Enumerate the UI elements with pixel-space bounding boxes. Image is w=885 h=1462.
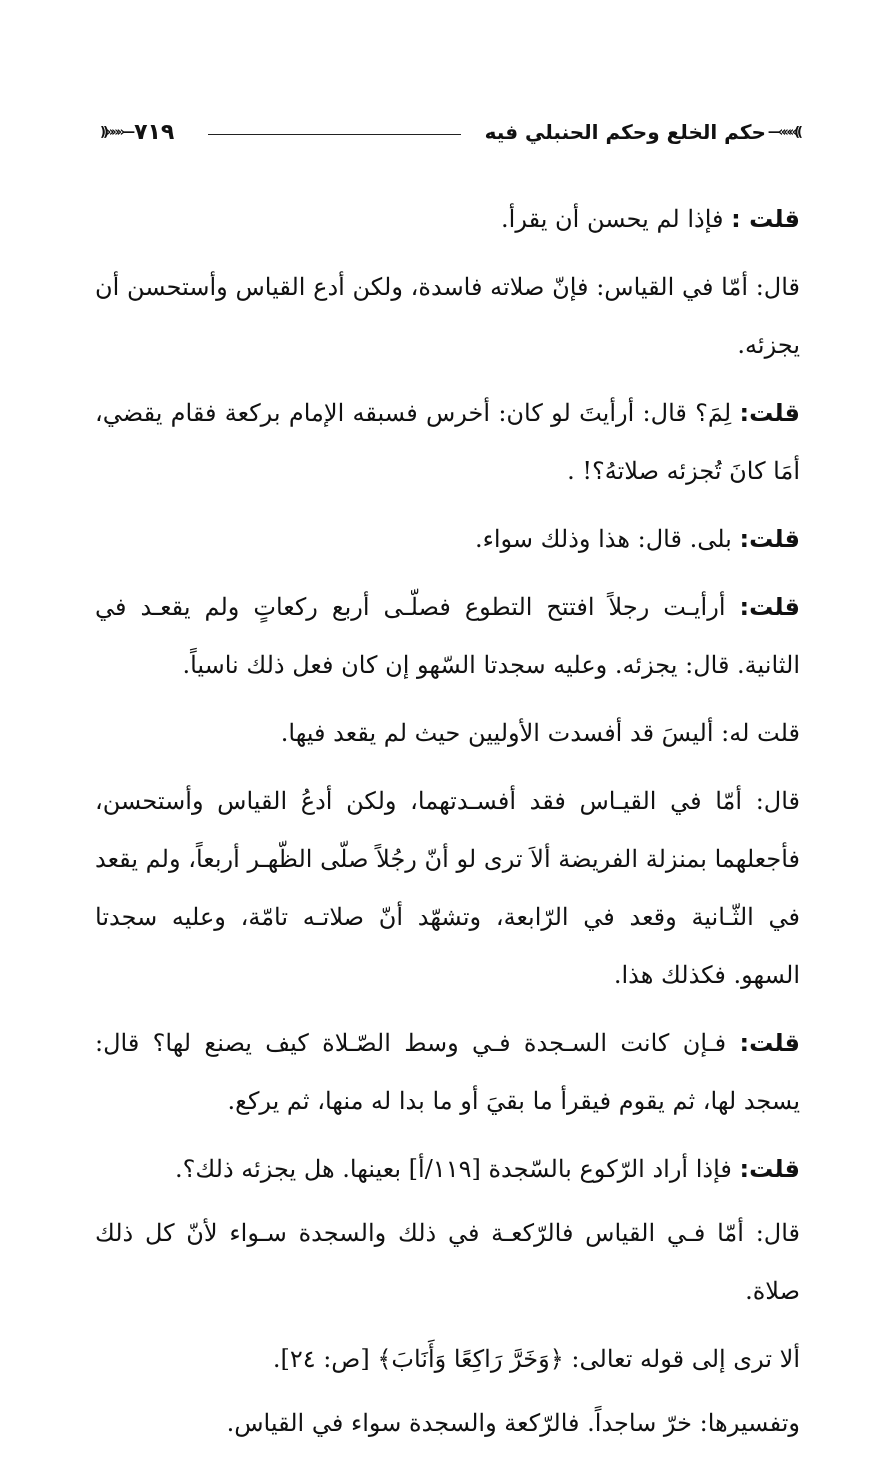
- paragraph-text: فإذا لم يحسن أن يقرأ.: [501, 205, 732, 233]
- paragraph-text: لِمَ؟ قال: أرأيتَ لو كان: أخرس فسبقه الإمام بركعة فقام يقضي، أمَا كانَ تُجزئه صلاتهُ؟! .: [95, 399, 800, 485]
- paragraph-text: قلت له: أليسَ قد أفسدت الأوليين حيث لم يقعد فيها.: [280, 719, 800, 747]
- paragraph: [95, 1140, 800, 1198]
- paragraph-text: بلى. قال: هذا وذلك سواء.: [474, 525, 740, 553]
- paragraph: [95, 1204, 800, 1320]
- paragraph: [95, 578, 800, 694]
- paragraph-text: قال: أمّا في القيـاس فقد أفسـدتهما، ولكن أدعُ القياس وأستحسن، فأجعلهما بمنزلة الفريضة ألاَ ترى لو أنّ رجُلاً صلّى الظّهـر أربعاً، ولم يقعد في الثّـانية وقعد في الرّابعة، وتشهّد أنّ صلاتـه تامّة، وعليه سجدتا السهو. فكذلك هذا.: [95, 787, 800, 989]
- paragraph: [95, 384, 800, 500]
- paragraph-keyword: قلت:: [739, 399, 800, 427]
- page-body: [95, 190, 800, 1462]
- paragraph: [95, 772, 800, 1004]
- running-header: [100, 112, 800, 152]
- paragraph-text: وتفسيرها: خرّ ساجداً. فالرّكعة والسجدة سواء في القياس.: [226, 1409, 800, 1437]
- header-ornament-left: ))»»»—: [100, 124, 133, 140]
- paragraph-keyword: قلت:: [739, 1029, 800, 1057]
- paragraph: [95, 1330, 800, 1388]
- paragraph-keyword: قلت:: [739, 1155, 800, 1183]
- paragraph-keyword: قلت:: [739, 525, 800, 553]
- paragraph-text: فـإن كانت السـجدة فـي وسط الصّـلاة كيف يصنع لها؟ قال: يسجد لها، ثم يقوم فيقرأ ما بقيَ أو ما بدا له منها، ثم يركع.: [95, 1029, 800, 1115]
- header-ornament-right: —«««((: [767, 124, 800, 140]
- paragraph-text: قال: أمّا فـي القياس فالرّكعـة في ذلك والسجدة سـواء لأنّ كل ذلك صلاة.: [95, 1219, 800, 1305]
- paragraph: [95, 704, 800, 762]
- quran-verse-line: ألا ترى إلى قوله تعالى: ﴿وَخَرَّ رَاكِعًا وَأَنَابَ﴾ [ص: ٢٤].: [272, 1345, 800, 1373]
- paragraph-text: فإذا أراد الرّكوع بالسّجدة [١١٩/أ] بعينها. هل يجزئه ذلك؟.: [175, 1155, 740, 1183]
- page-number: ٧١٩: [134, 119, 175, 145]
- header-divider: [208, 134, 460, 135]
- paragraph: [95, 190, 800, 248]
- paragraph-text: أرأيـت رجلاً افتتح التطوع فصلّـى أربع ركعاتٍ ولم يقعـد في الثانية. قال: يجزئه. وعليه سجدتا السّهو إن كان فعل ذلك ناسياً.: [95, 593, 800, 679]
- paragraph: [95, 258, 800, 374]
- paragraph-text: قال: أمّا في القياس: فإنّ صلاته فاسدة، ولكن أدع القياس وأستحسن أن يجزئه.: [95, 273, 800, 359]
- paragraph-keyword: قلت:: [739, 593, 800, 621]
- paragraph: [95, 1394, 800, 1452]
- header-title: حكم الخلع وحكم الحنبلي فيه: [484, 120, 766, 144]
- paragraph: [95, 1014, 800, 1130]
- paragraph: [95, 510, 800, 568]
- paragraph-keyword: قلت :: [731, 205, 800, 233]
